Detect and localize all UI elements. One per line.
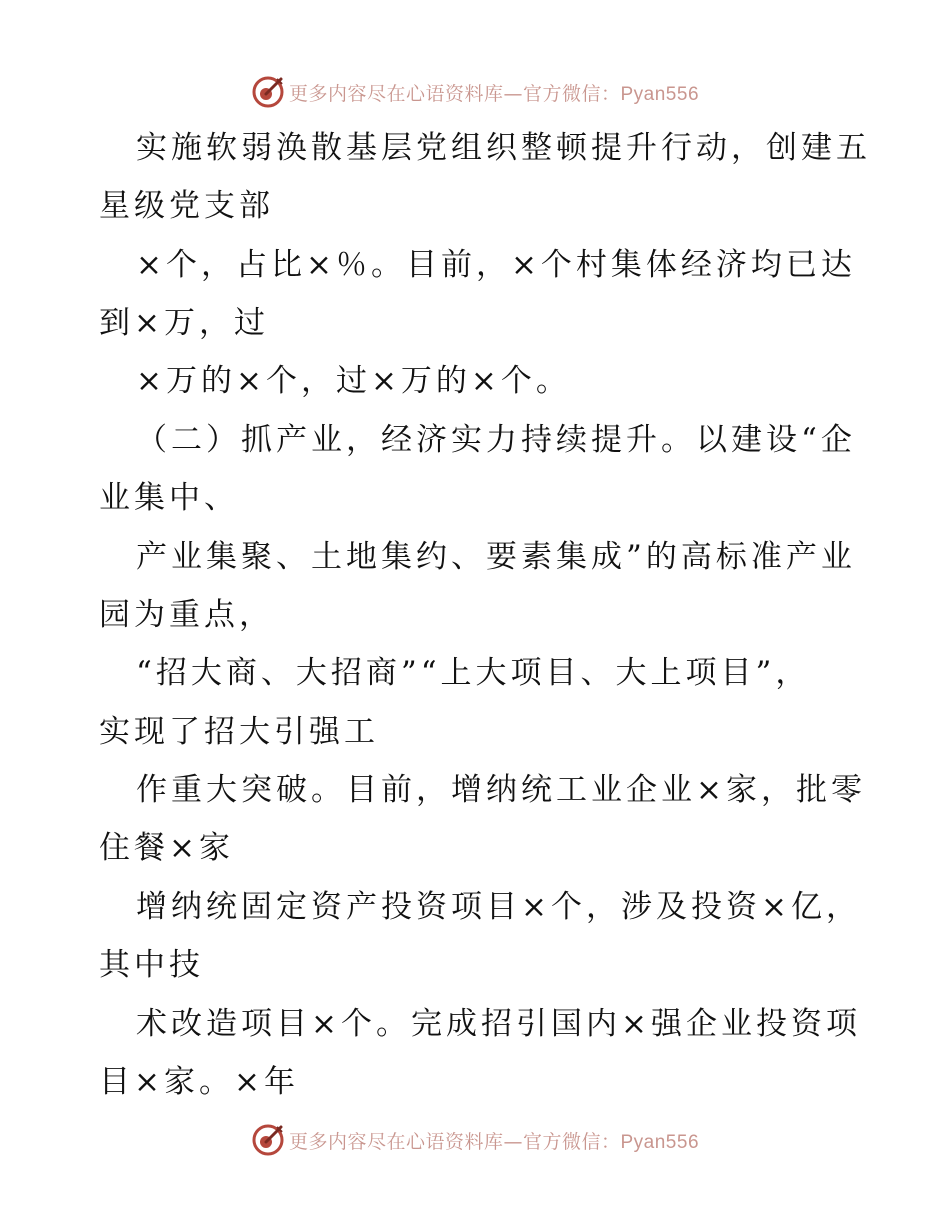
text-line: 其中技	[99, 947, 204, 983]
pen-logo-icon	[251, 1123, 285, 1157]
watermark-text: 更多内容尽在心语资料库—官方微信：Pyan556	[288, 82, 700, 105]
text-line: 业集中、	[99, 480, 239, 516]
text-line: 住餐×家	[99, 830, 234, 866]
text-line: 到×万，过	[99, 305, 269, 341]
pen-logo-icon	[251, 75, 285, 109]
text-line: 作重大突破。目前，增纳统工业企业×家，批零	[136, 772, 866, 808]
text-line: 园为重点，	[99, 597, 274, 633]
text-line: 目×家。×年	[99, 1064, 299, 1100]
text-line: 术改造项目×个。完成招引国内×强企业投资项	[136, 1006, 861, 1042]
text-line: “招大商、大招商”“上大项目、大上项目”，	[136, 655, 811, 691]
footer-watermark	[0, 1120, 950, 1160]
text-line: 星级党支部	[99, 188, 274, 224]
header-watermark	[0, 72, 950, 112]
watermark-text: 更多内容尽在心语资料库—官方微信：Pyan556	[288, 1130, 700, 1153]
text-line: ×个，占比×％。目前，×个村集体经济均已达	[136, 247, 856, 283]
text-line: 产业集聚、土地集约、要素集成”的高标准产业	[136, 539, 856, 575]
text-line: （二）抓产业，经济实力持续提升。以建设“企	[136, 422, 856, 458]
text-line: 增纳统固定资产投资项目×个，涉及投资×亿，	[136, 889, 861, 925]
text-line: 实施软弱涣散基层党组织整顿提升行动，创建五	[136, 130, 871, 166]
text-line: ×万的×个，过×万的×个。	[136, 363, 571, 399]
text-line: 实现了招大引强工	[99, 714, 379, 750]
